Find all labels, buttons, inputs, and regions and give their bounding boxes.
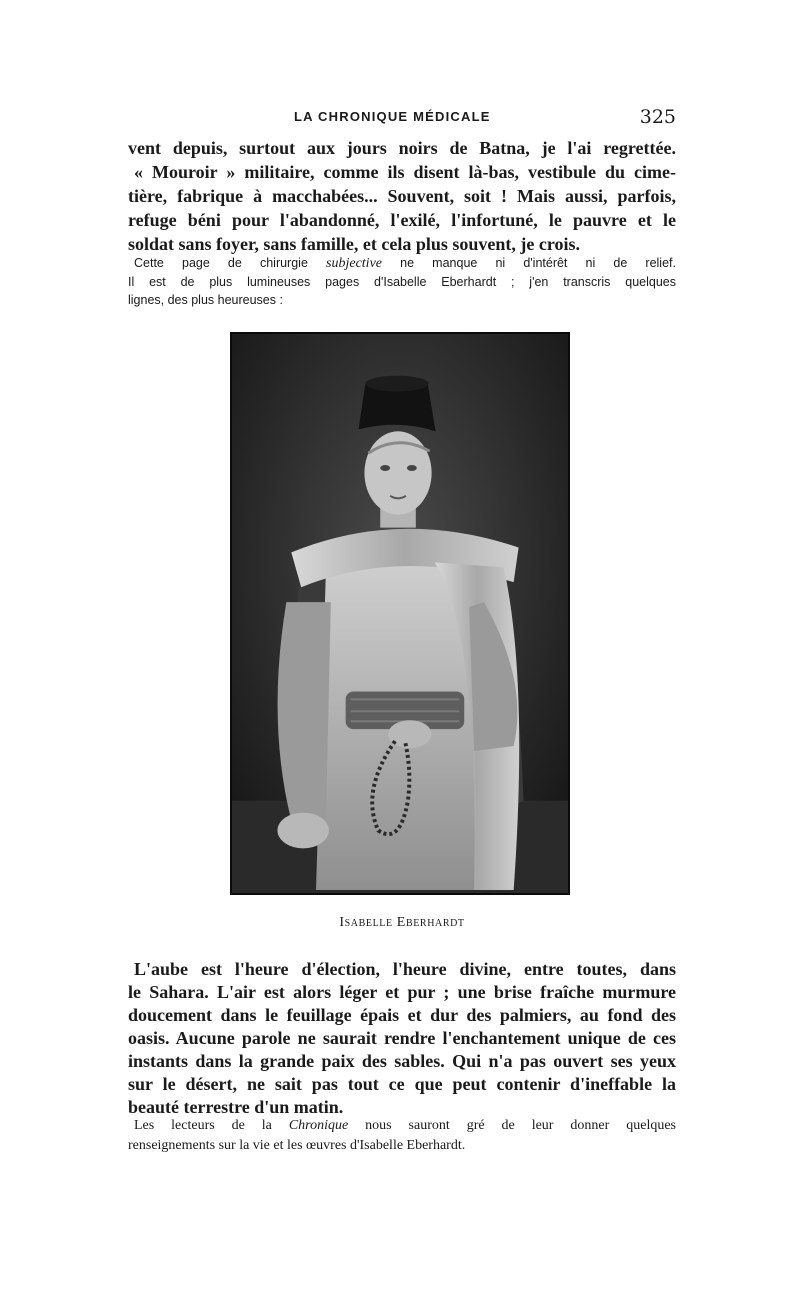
paragraph-commentary [128,254,676,309]
paragraph-readers [128,1116,676,1156]
portrait-image [232,334,568,893]
text-line: « Mouroir » militaire, comme ils disent là-bas, vestibule du cime- [134,162,676,182]
text-line: soldat sans foyer, sans famille, et cela plus souvent, je crois. [128,234,580,254]
text-line: Il est de plus lumineuses pages d'Isabelle Eberhardt ; j'en transcris quelques [128,275,676,289]
emphasis-chronique: Chronique [288,1118,349,1133]
text-line: refuge béni pour l'abandonné, l'exilé, l'infortuné, le pauvre et le [128,210,676,230]
text-line: L'aube est l'heure d'élection, l'heure divine, entre toutes, dans [134,959,676,979]
text-segment: Cette page de chirurgie [134,256,327,270]
text-line [128,1116,676,1136]
text-segment: nous sauront gré de leur donner quelques [348,1118,676,1133]
text-line: instants dans la grande paix des sables. Qui n'a pas ouvert ses yeux [128,1051,676,1071]
text-line: doucement dans le feuillage épais et dur des palmiers, au fond des [128,1005,676,1025]
text-line: lignes, des plus heureuses : [128,293,283,307]
text-segment: Les lecteurs de la [134,1118,289,1133]
portrait-photograph [230,332,570,895]
text-line: oasis. Aucune parole ne saurait rendre l'enchantement unique de ces [128,1028,676,1048]
running-head [128,106,676,130]
paragraph-sahara-dawn [128,958,676,1119]
running-title: LA CHRONIQUE MÉDICALE [294,109,491,124]
emphasis-subjective: subjective [326,256,383,271]
figure-caption: Isabelle Eberhardt [339,915,465,930]
text-segment: ne manque ni d'intérêt ni de relief. [382,256,676,270]
paragraph-batna [128,136,676,256]
text-line: beauté terrestre d'un matin. [128,1097,344,1117]
text-line: sur le désert, ne sait pas tout ce que peut contenir d'ineffable la [128,1074,676,1094]
page-number: 325 [639,106,676,128]
text-line [128,254,676,273]
text-line: vent depuis, surtout aux jours noirs de Batna, je l'ai regrettée. [128,138,676,158]
text-line: le Sahara. L'air est alors léger et pur ; une brise fraîche murmure [128,982,676,1002]
text-line: renseignements sur la vie et les œuvres d'Isabelle Eberhardt. [128,1138,466,1153]
text-line: tière, fabrique à macchabées... Souvent, soit ! Mais aussi, parfois, [128,186,676,206]
